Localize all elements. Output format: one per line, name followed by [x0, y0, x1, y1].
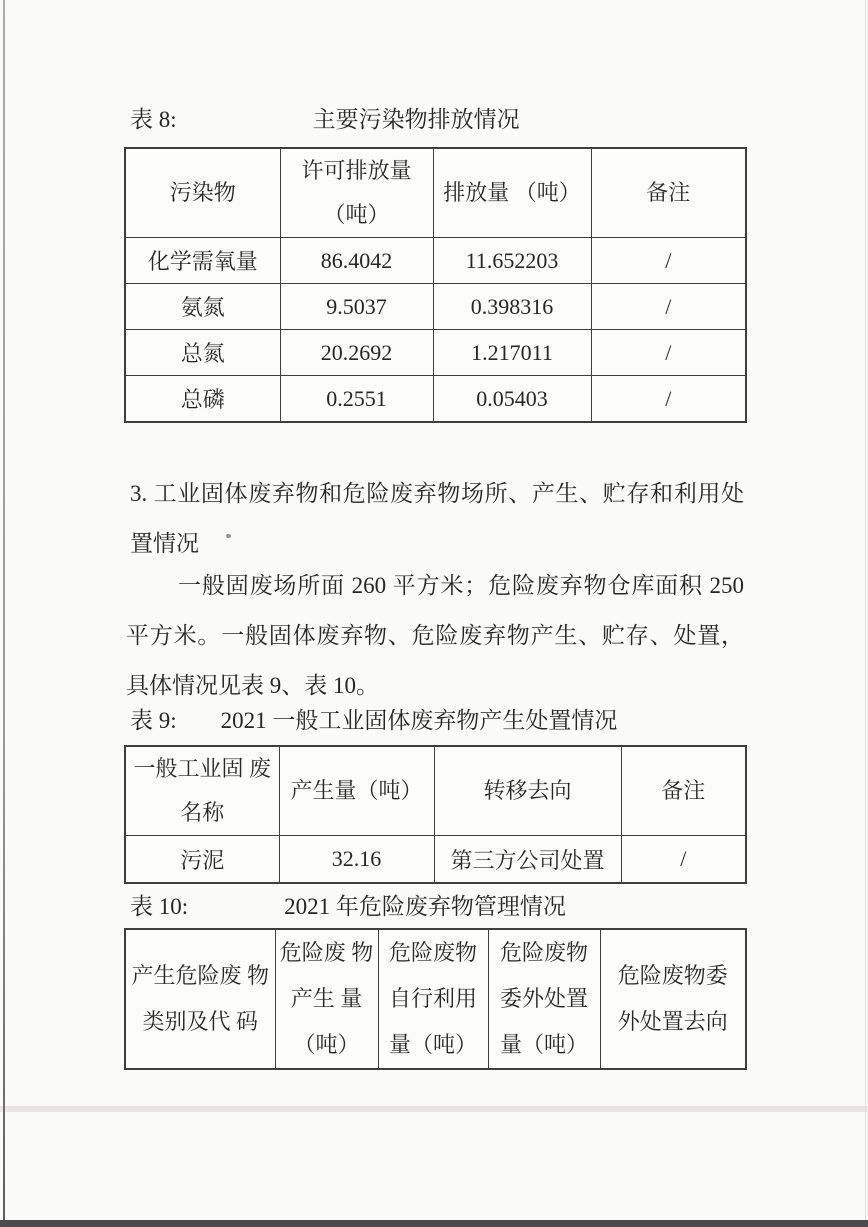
table-cell: /	[591, 330, 746, 376]
table-cell: /	[591, 284, 746, 330]
section3-paragraph: 一般固废场所面 260 平方米；危险废弃物仓库面积 250 平方米。一般固体废弃物、危险废弃物产生、贮存、处置，具体情况见表 9、表 10。	[126, 573, 744, 698]
scan-bottom-edge	[0, 1220, 868, 1227]
table8-title: 主要污染物排放情况	[312, 107, 520, 132]
column-header: 危险废物 委外处置 量（吨）	[488, 929, 600, 1069]
section3-heading: 3. 工业固体废弃物和危险废弃物场所、产生、贮存和利用处置情况	[130, 481, 744, 556]
table8-caption	[130, 104, 745, 136]
table10-title: 2021 年危险废弃物管理情况	[284, 894, 566, 919]
column-header: 备注	[621, 746, 746, 836]
column-header: 备注	[591, 148, 746, 238]
table-cell: 第三方公司处置	[434, 836, 621, 884]
column-header: 产生危险废 物类别及代 码	[125, 929, 275, 1069]
table-cell: 0.398316	[433, 284, 591, 330]
table-cell: 总磷	[125, 376, 280, 423]
table-cell: 9.5037	[280, 284, 433, 330]
table10-label: 表 10:	[130, 894, 189, 919]
table-row	[125, 376, 746, 423]
table-cell: 20.2692	[280, 330, 433, 376]
table-row	[125, 330, 746, 376]
solid-waste-table	[124, 745, 747, 884]
table-cell: 0.2551	[280, 376, 433, 423]
table-cell: 0.05403	[433, 376, 591, 423]
table-cell: 86.4042	[280, 238, 433, 284]
column-header: 转移去向	[434, 746, 621, 836]
column-header: 危险废 物产生 量（吨）	[275, 929, 378, 1069]
table9-caption	[130, 705, 745, 737]
page-content	[124, 0, 745, 1227]
table-cell: /	[591, 376, 746, 423]
column-header: 污染物	[125, 148, 280, 238]
table8-label: 表 8:	[130, 107, 177, 132]
table-cell: 化学需氧量	[125, 238, 280, 284]
column-header: 产生量（吨）	[279, 746, 434, 836]
table10-caption	[130, 891, 745, 923]
hazardous-waste-table	[124, 928, 747, 1070]
table-header-row	[125, 148, 746, 238]
column-header: 许可排放量 （吨）	[280, 148, 433, 238]
table-cell: /	[591, 238, 746, 284]
table-cell: 污泥	[125, 836, 279, 884]
table-header-row	[125, 746, 746, 836]
table9-label: 表 9:	[130, 708, 177, 733]
pollutant-emission-table	[124, 147, 747, 423]
table9-title: 2021 一般工业固体废弃物产生处置情况	[220, 708, 618, 733]
table-row	[125, 836, 746, 884]
table-row	[125, 284, 746, 330]
column-header: 一般工业固 废名称	[125, 746, 279, 836]
table-row	[125, 238, 746, 284]
scan-fold-line	[0, 1106, 868, 1112]
table-cell: 1.217011	[433, 330, 591, 376]
scan-left-edge	[3, 0, 5, 1227]
scan-right-edge	[865, 0, 866, 1227]
table-cell: 32.16	[279, 836, 434, 884]
column-header: 危险废物委 外处置去向	[600, 929, 746, 1069]
table-cell: 11.652203	[433, 238, 591, 284]
table-cell: 总氮	[125, 330, 280, 376]
scan-speck	[226, 534, 231, 538]
column-header: 危险废物 自行利用 量（吨）	[378, 929, 488, 1069]
table-cell: 氨氮	[125, 284, 280, 330]
table-header-row	[125, 929, 746, 1069]
table-cell: /	[621, 836, 746, 884]
column-header: 排放量 （吨）	[433, 148, 591, 238]
